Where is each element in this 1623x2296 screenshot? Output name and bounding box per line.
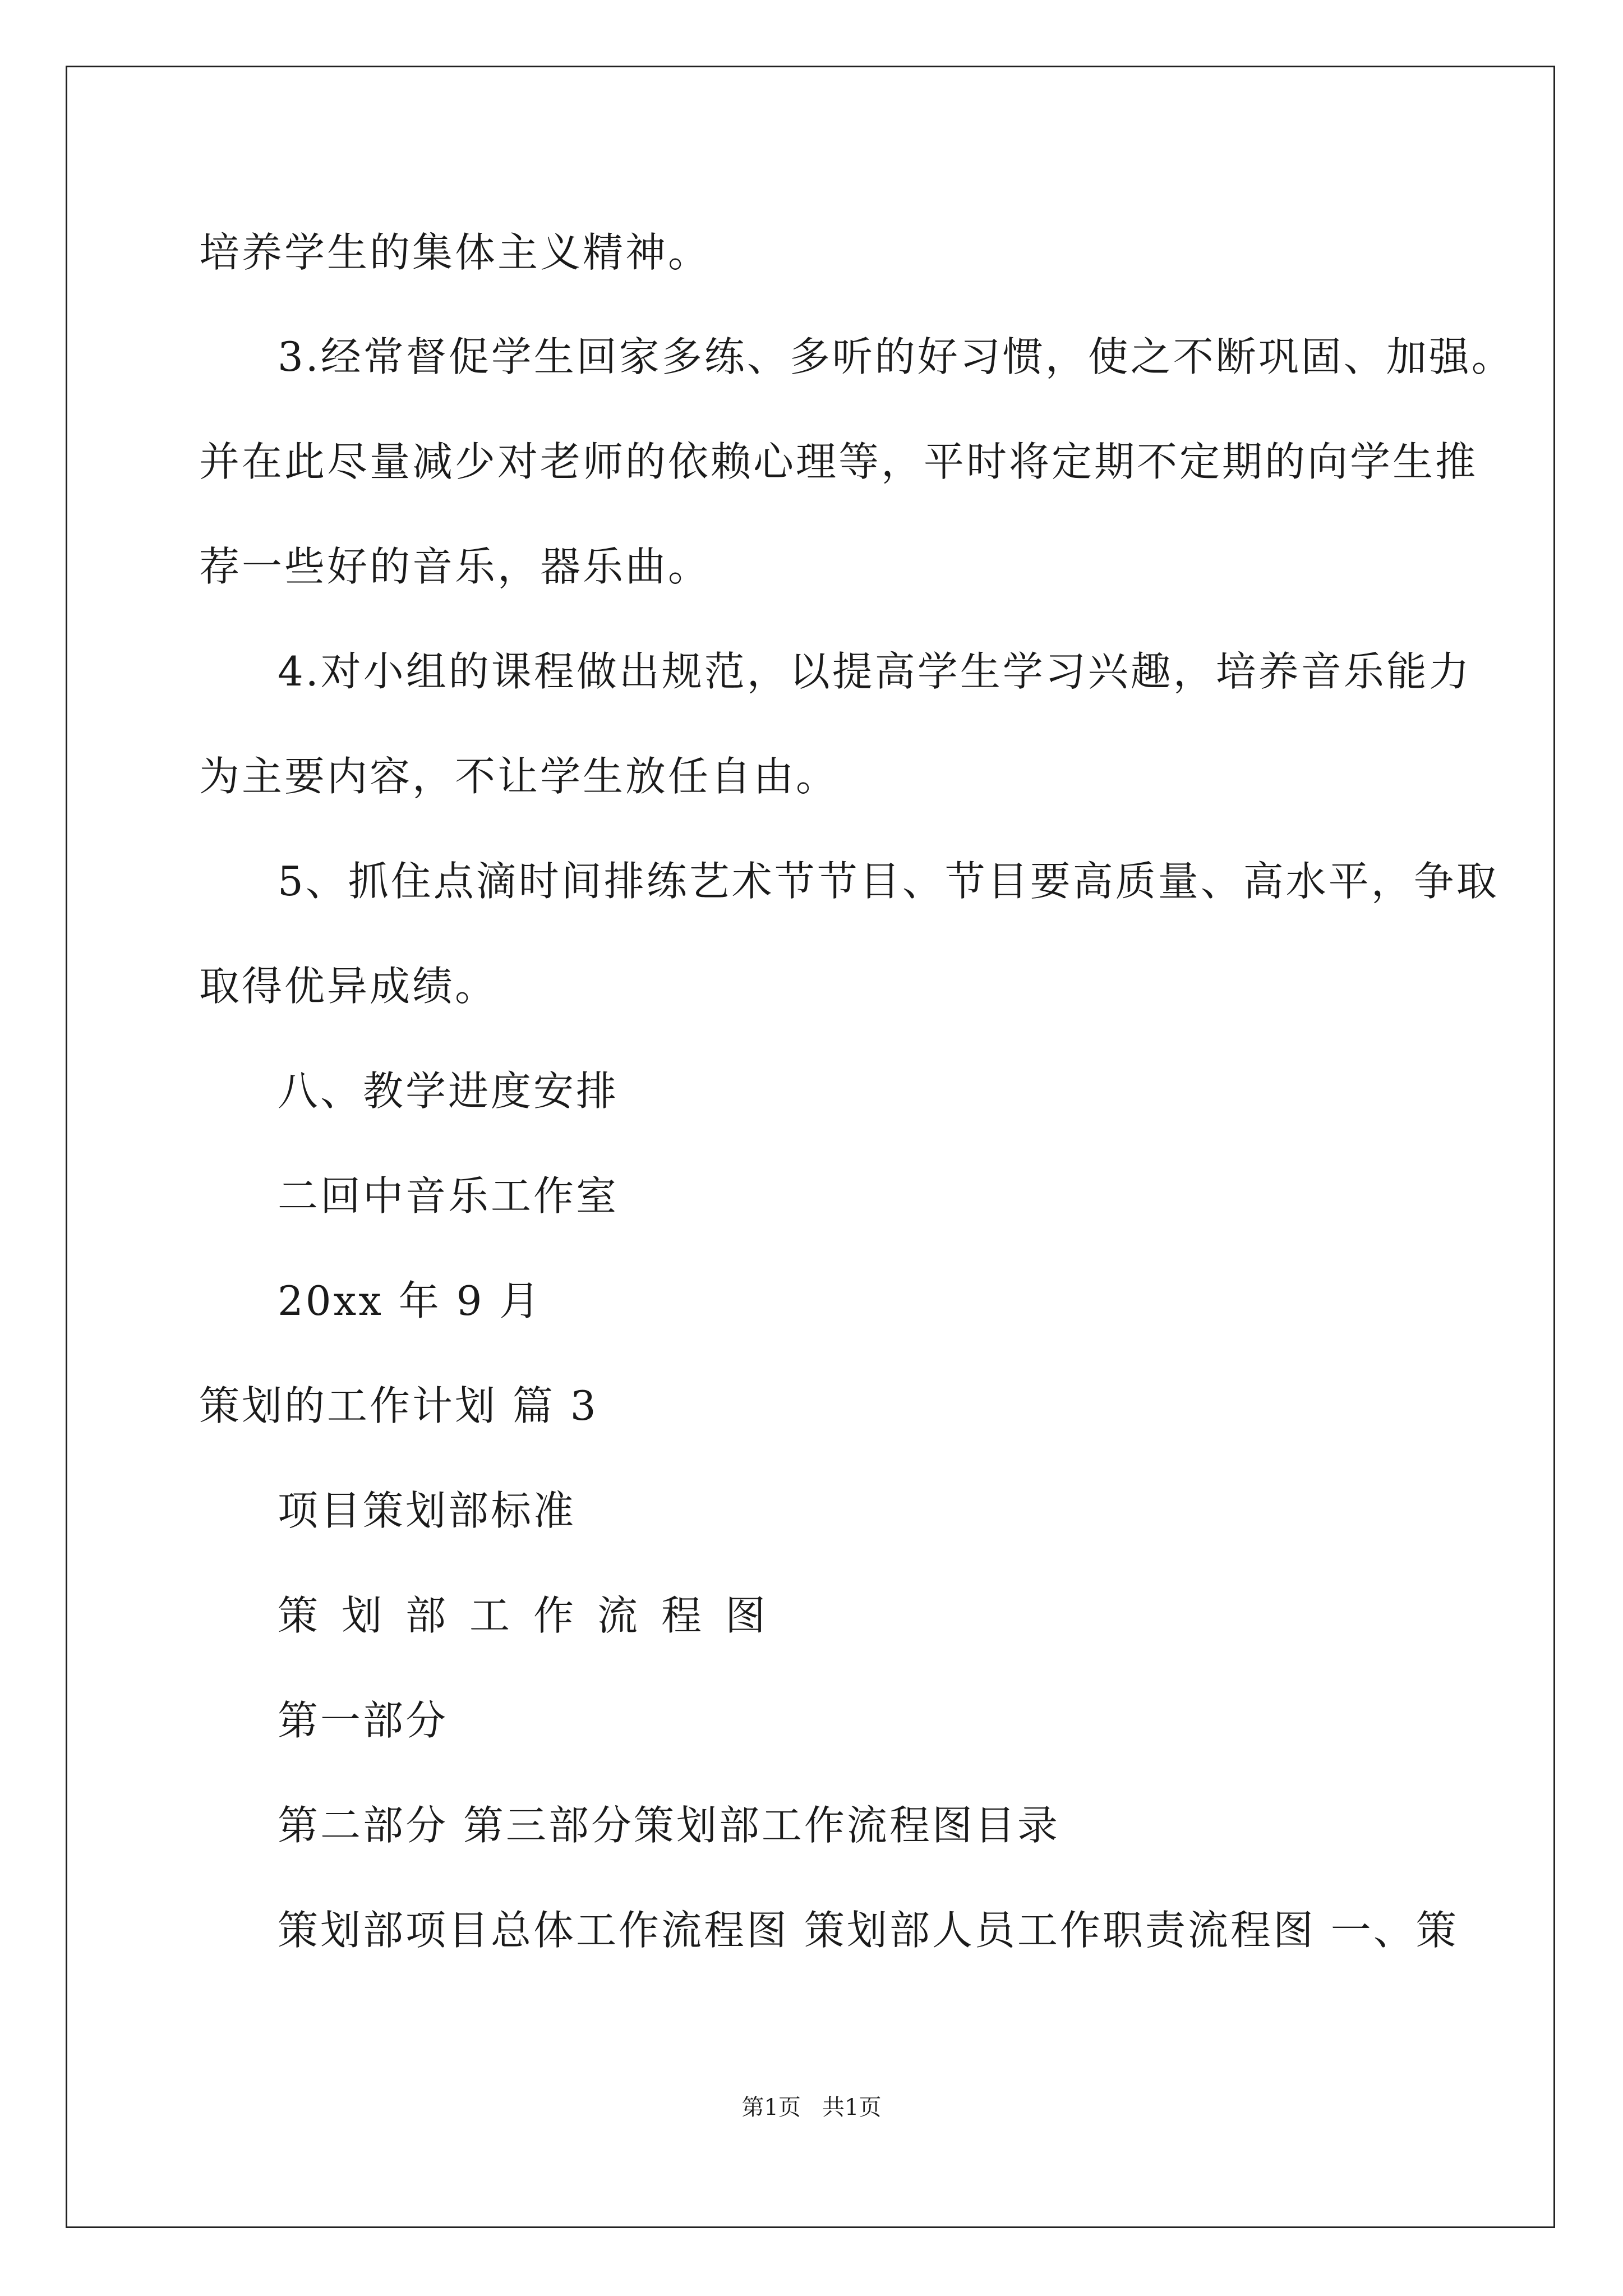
- text-line: 第二部分 第三部分策划部工作流程图目录: [278, 1802, 1060, 1849]
- text-line: 第一部分: [278, 1697, 449, 1744]
- article-title: 策划的工作计划 篇 3: [199, 1382, 598, 1429]
- text-line: 为主要内容，不让学生放任自由。: [199, 753, 839, 800]
- text-line: 二回中音乐工作室: [278, 1172, 619, 1220]
- page-footer: 第1页 共1页: [741, 2095, 882, 2120]
- text-line: 4.对小组的课程做出规范，以提高学生学习兴趣，培养音乐能力: [278, 648, 1472, 695]
- text-line: 取得优异成绩。: [199, 963, 498, 1010]
- text-line: 策划部工作流程图: [278, 1592, 790, 1639]
- text-line: 并在此尽量减少对老师的依赖心理等，平时将定期不定期的向学生推: [199, 438, 1478, 485]
- text-line: 3.经常督促学生回家多练、多听的好习惯，使之不断巩固、加强。: [278, 333, 1514, 380]
- date-line: 20xx 年 9 月: [278, 1277, 542, 1324]
- text-line: 策划部项目总体工作流程图 策划部人员工作职责流程图 一、策: [278, 1907, 1459, 1954]
- text-line: 项目策划部标准: [278, 1487, 577, 1534]
- text-line: 5、抓住点滴时间排练艺术节节目、节目要高质量、高水平，争取: [278, 858, 1499, 905]
- text-line: 培养学生的集体主义精神。: [199, 229, 711, 276]
- text-line: 荐一些好的音乐，器乐曲。: [199, 543, 711, 590]
- section-heading: 八、教学进度安排: [278, 1068, 619, 1115]
